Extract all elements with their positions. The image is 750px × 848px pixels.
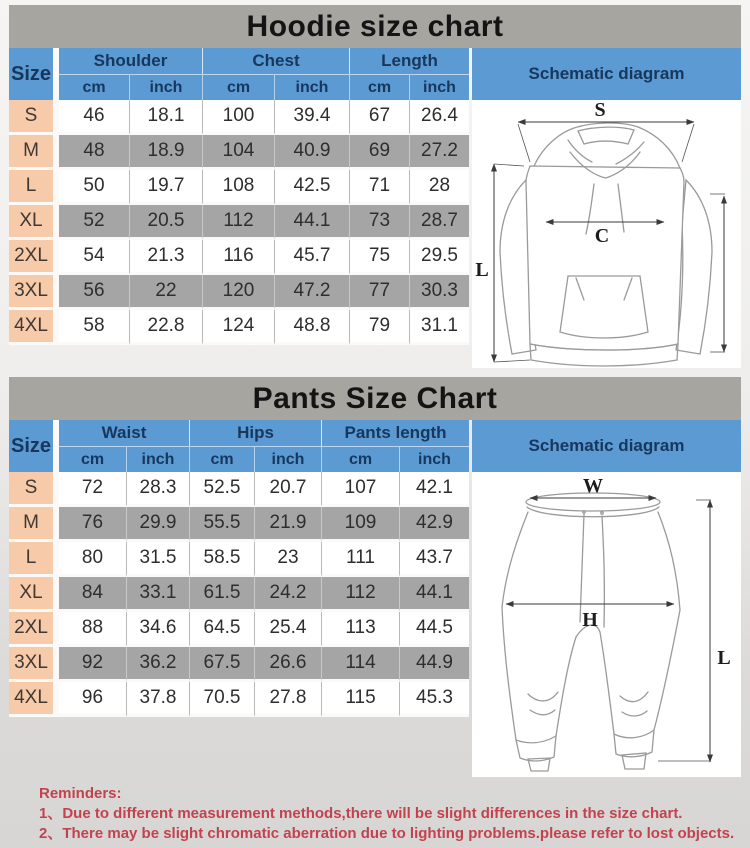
value-cell: 104 bbox=[202, 135, 274, 170]
value-cell: 113 bbox=[321, 612, 399, 647]
value-cell: 79 bbox=[349, 310, 409, 345]
size-cell: XL bbox=[9, 205, 59, 240]
hoodie-table-rows bbox=[9, 100, 469, 345]
table-row bbox=[9, 310, 469, 345]
hoodie-table-header bbox=[9, 48, 469, 100]
value-cell: 52.5 bbox=[189, 472, 254, 507]
value-cell: 19.7 bbox=[129, 170, 202, 205]
table-row bbox=[9, 612, 469, 647]
value-cell: 42.5 bbox=[274, 170, 349, 205]
unit-header: cm bbox=[202, 74, 274, 100]
value-cell: 31.1 bbox=[409, 310, 469, 345]
reminders-title: Reminders: bbox=[39, 785, 122, 802]
value-cell: 92 bbox=[59, 647, 126, 682]
pants-section bbox=[9, 377, 741, 777]
table-row bbox=[9, 205, 469, 240]
value-cell: 40.9 bbox=[274, 135, 349, 170]
size-cell: 2XL bbox=[9, 612, 59, 647]
value-cell: 30.3 bbox=[409, 275, 469, 310]
value-cell: 55.5 bbox=[189, 507, 254, 542]
value-cell: 72 bbox=[59, 472, 126, 507]
hoodie-schematic-panel bbox=[472, 48, 741, 368]
value-cell: 69 bbox=[349, 135, 409, 170]
unit-header: inch bbox=[254, 446, 321, 472]
value-cell: 31.5 bbox=[126, 542, 189, 577]
value-cell: 50 bbox=[59, 170, 129, 205]
size-cell: M bbox=[9, 135, 59, 170]
pants-title: Pants Size Chart bbox=[252, 381, 498, 415]
value-cell: 67.5 bbox=[189, 647, 254, 682]
value-cell: 96 bbox=[59, 682, 126, 717]
unit-header: cm bbox=[59, 446, 126, 472]
value-cell: 71 bbox=[349, 170, 409, 205]
value-cell: 28 bbox=[409, 170, 469, 205]
value-cell: 48.8 bbox=[274, 310, 349, 345]
reminders-block bbox=[9, 784, 741, 844]
value-cell: 64.5 bbox=[189, 612, 254, 647]
waist-header: Waist bbox=[101, 423, 147, 442]
size-cell: 2XL bbox=[9, 240, 59, 275]
value-cell: 28.7 bbox=[409, 205, 469, 240]
value-cell: 39.4 bbox=[274, 100, 349, 135]
value-cell: 76 bbox=[59, 507, 126, 542]
value-cell: 44.5 bbox=[399, 612, 469, 647]
pants-size-table bbox=[9, 420, 469, 717]
pants-schematic-panel bbox=[472, 420, 741, 777]
value-cell: 61.5 bbox=[189, 577, 254, 612]
pants-left-leg bbox=[502, 607, 516, 740]
size-cell: 3XL bbox=[9, 647, 59, 682]
value-cell: 48 bbox=[59, 135, 129, 170]
chest-header: Chest bbox=[202, 48, 349, 74]
value-cell: 100 bbox=[202, 100, 274, 135]
table-row bbox=[9, 647, 469, 682]
length-header: Length bbox=[349, 48, 469, 74]
size-cell: M bbox=[9, 507, 59, 542]
size-cell: XL bbox=[9, 577, 59, 612]
value-cell: 77 bbox=[349, 275, 409, 310]
value-cell: 58.5 bbox=[189, 542, 254, 577]
value-cell: 36.2 bbox=[126, 647, 189, 682]
value-cell: 124 bbox=[202, 310, 274, 345]
value-cell: 20.7 bbox=[254, 472, 321, 507]
size-column-header: Size bbox=[9, 420, 59, 472]
size-cell: L bbox=[9, 542, 59, 577]
unit-header: inch bbox=[126, 446, 189, 472]
unit-header: inch bbox=[274, 74, 349, 100]
value-cell: 112 bbox=[202, 205, 274, 240]
value-cell: 22 bbox=[129, 275, 202, 310]
table-row bbox=[9, 577, 469, 612]
value-cell: 45.3 bbox=[399, 682, 469, 717]
value-cell: 33.1 bbox=[126, 577, 189, 612]
table-row bbox=[9, 135, 469, 170]
pants-schematic-header: Schematic diagram bbox=[472, 420, 741, 472]
pants-hips bbox=[502, 512, 528, 607]
value-cell: 111 bbox=[321, 542, 399, 577]
value-cell: 120 bbox=[202, 275, 274, 310]
table-row bbox=[9, 472, 469, 507]
waist-dim-label: W bbox=[583, 475, 603, 497]
table-row bbox=[9, 170, 469, 205]
value-cell: 29.9 bbox=[126, 507, 189, 542]
hoodie-title: Hoodie size chart bbox=[246, 9, 504, 43]
pants-length-dim-label: L bbox=[717, 647, 731, 669]
chest-dim-label: C bbox=[594, 225, 610, 247]
table-row bbox=[9, 275, 469, 310]
reminder-item-1: 1、Due to different measurement methods,there will be slight differences in the size chart. bbox=[39, 805, 683, 822]
value-cell: 18.9 bbox=[129, 135, 202, 170]
value-cell: 107 bbox=[321, 472, 399, 507]
value-cell: 44.9 bbox=[399, 647, 469, 682]
value-cell: 115 bbox=[321, 682, 399, 717]
pants-length-header: Pants length bbox=[321, 420, 469, 446]
value-cell: 20.5 bbox=[129, 205, 202, 240]
shoulder-dim-label: S bbox=[594, 100, 606, 121]
value-cell: 73 bbox=[349, 205, 409, 240]
size-column-header: Size bbox=[9, 48, 59, 100]
hoodie-size-table bbox=[9, 48, 469, 345]
table-row bbox=[9, 507, 469, 542]
value-cell: 24.2 bbox=[254, 577, 321, 612]
pants-right-cuff bbox=[614, 730, 654, 757]
unit-header: cm bbox=[321, 446, 399, 472]
value-cell: 114 bbox=[321, 647, 399, 682]
value-cell: 109 bbox=[321, 507, 399, 542]
value-cell: 42.9 bbox=[399, 507, 469, 542]
value-cell: 116 bbox=[202, 240, 274, 275]
value-cell: 52 bbox=[59, 205, 129, 240]
shoulder-header: Shoulder bbox=[93, 51, 168, 70]
reminder-item-2: 2、There may be slight chromatic aberration due to lighting problems.please refer to lost objects. bbox=[39, 825, 735, 842]
hips-dim-label: H bbox=[582, 609, 598, 631]
size-cell: S bbox=[9, 100, 59, 135]
value-cell: 26.4 bbox=[409, 100, 469, 135]
table-row bbox=[9, 682, 469, 717]
value-cell: 56 bbox=[59, 275, 129, 310]
size-cell: 4XL bbox=[9, 310, 59, 345]
value-cell: 23 bbox=[254, 542, 321, 577]
value-cell: 22.8 bbox=[129, 310, 202, 345]
unit-header: cm bbox=[349, 74, 409, 100]
value-cell: 70.5 bbox=[189, 682, 254, 717]
hoodie-hood bbox=[534, 123, 680, 168]
pants-table-header bbox=[9, 420, 469, 472]
value-cell: 27.2 bbox=[409, 135, 469, 170]
pants-left-cuff bbox=[516, 736, 556, 761]
value-cell: 112 bbox=[321, 577, 399, 612]
value-cell: 25.4 bbox=[254, 612, 321, 647]
value-cell: 44.1 bbox=[274, 205, 349, 240]
size-cell: 3XL bbox=[9, 275, 59, 310]
value-cell: 29.5 bbox=[409, 240, 469, 275]
value-cell: 88 bbox=[59, 612, 126, 647]
hoodie-schematic-header: Schematic diagram bbox=[472, 48, 741, 100]
pants-table-rows bbox=[9, 472, 469, 717]
pants-drawstrings bbox=[580, 514, 584, 622]
size-cell: L bbox=[9, 170, 59, 205]
value-cell: 27.8 bbox=[254, 682, 321, 717]
value-cell: 75 bbox=[349, 240, 409, 275]
hoodie-title-bar bbox=[9, 5, 741, 48]
length-dim-label: L bbox=[475, 259, 489, 281]
hoodie-body bbox=[526, 166, 684, 350]
value-cell: 108 bbox=[202, 170, 274, 205]
unit-header: inch bbox=[129, 74, 202, 100]
size-cell: 4XL bbox=[9, 682, 59, 717]
value-cell: 84 bbox=[59, 577, 126, 612]
value-cell: 28.3 bbox=[126, 472, 189, 507]
value-cell: 45.7 bbox=[274, 240, 349, 275]
unit-header: cm bbox=[189, 446, 254, 472]
value-cell: 21.9 bbox=[254, 507, 321, 542]
value-cell: 67 bbox=[349, 100, 409, 135]
value-cell: 37.8 bbox=[126, 682, 189, 717]
unit-header: inch bbox=[409, 74, 469, 100]
value-cell: 44.1 bbox=[399, 577, 469, 612]
pants-diagram-drawing bbox=[472, 472, 741, 777]
pants-title-bar bbox=[9, 377, 741, 420]
value-cell: 42.1 bbox=[399, 472, 469, 507]
value-cell: 54 bbox=[59, 240, 129, 275]
table-row bbox=[9, 240, 469, 275]
hoodie-section bbox=[9, 5, 741, 368]
table-row bbox=[9, 542, 469, 577]
value-cell: 47.2 bbox=[274, 275, 349, 310]
value-cell: 34.6 bbox=[126, 612, 189, 647]
unit-header: cm bbox=[59, 74, 129, 100]
value-cell: 58 bbox=[59, 310, 129, 345]
table-row bbox=[9, 100, 469, 135]
value-cell: 21.3 bbox=[129, 240, 202, 275]
value-cell: 18.1 bbox=[129, 100, 202, 135]
hoodie-diagram-drawing bbox=[472, 100, 741, 368]
value-cell: 26.6 bbox=[254, 647, 321, 682]
size-cell: S bbox=[9, 472, 59, 507]
pants-right-leg bbox=[600, 632, 614, 734]
hips-header: Hips bbox=[189, 420, 321, 446]
value-cell: 46 bbox=[59, 100, 129, 135]
value-cell: 43.7 bbox=[399, 542, 469, 577]
unit-header: inch bbox=[399, 446, 469, 472]
value-cell: 80 bbox=[59, 542, 126, 577]
